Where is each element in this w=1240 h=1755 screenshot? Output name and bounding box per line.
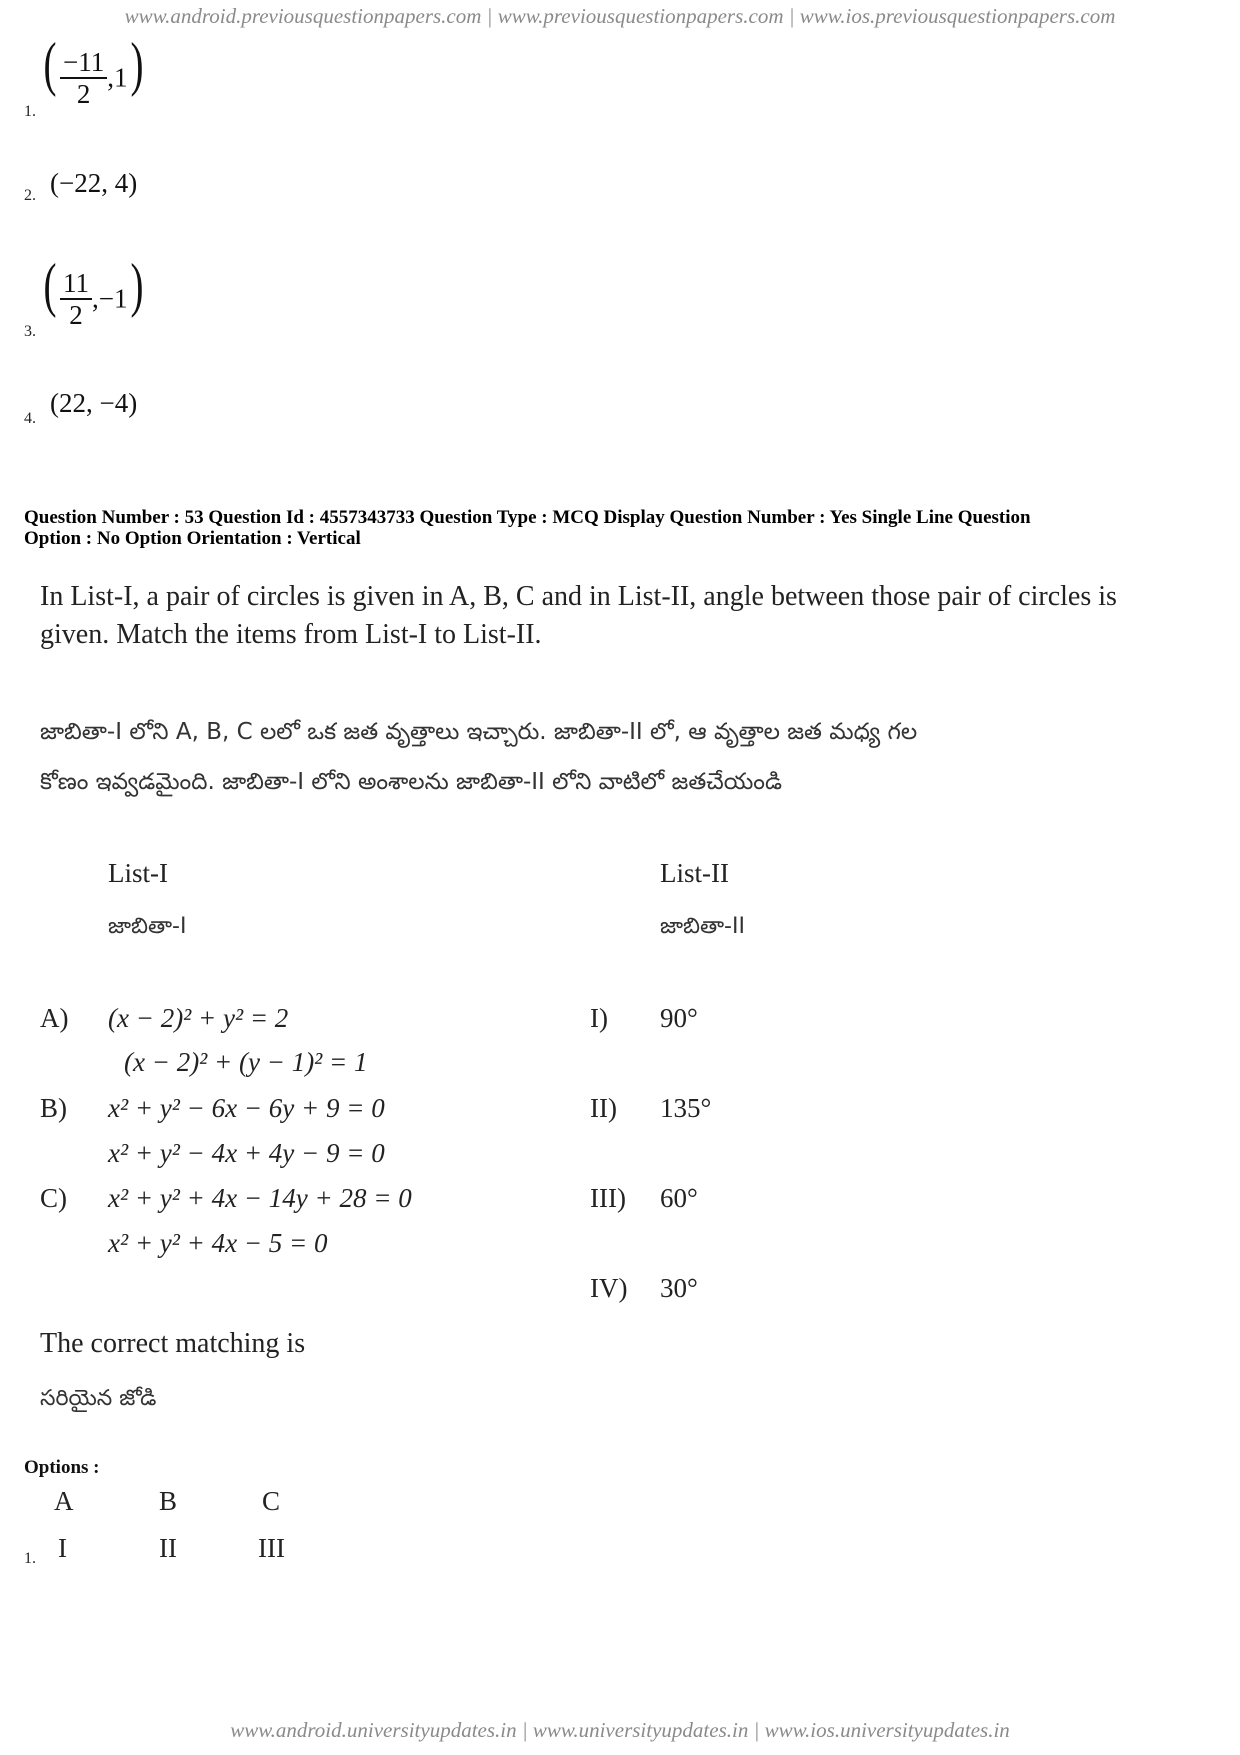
list1-label: B) [40,1093,67,1123]
list1-eq: x² + y² + 4x − 5 = 0 [108,1228,328,1258]
option-value: ( $\frac{-11}{2}$ ,1) [43,31,144,109]
option-number: 4. [24,410,36,427]
options-column-header: A [54,1486,74,1516]
question-meta-line-1: Question Number : 53 Question Id : 4557343733 Question Type : MCQ Display Question Number : Yes Single Line Question [24,507,1031,528]
option-number: 2. [24,187,36,204]
option-value: (−22, 4) [50,168,138,198]
option-value: (22, −4) [50,388,138,418]
list1-title-te: జాబితా-I [108,914,187,939]
list2-label: II) [590,1093,617,1123]
list2-value: 135° [660,1093,712,1123]
list2-value: 90° [660,1003,698,1033]
correct-matching-en: The correct matching is [40,1328,306,1359]
list1-eq: x² + y² + 4x − 14y + 28 = 0 [108,1183,412,1213]
option-number: 3. [24,323,36,340]
fraction: $\frac{11}{2}$ [60,268,92,330]
list2-title: List-II [660,858,729,888]
options-column-header: C [262,1486,281,1516]
list2-label: IV) [590,1273,628,1303]
list2-label: I) [590,1003,608,1033]
list1-title: List-I [108,858,168,888]
options-column-header: B [159,1486,178,1516]
list1-label: A) [40,1003,69,1033]
footer-watermark: www.android.universityupdates.in | www.universityupdates.in | www.ios.universityupdates.in [230,1718,1010,1742]
list2-title-te: జాబితా-II [660,914,745,939]
question-statement-te-line-1: జాబితా-I లోని A, B, C లలో ఒక జత వృత్తాలు ఇచ్చారు. జాబితా-II లో, ఆ వృత్తాల జత మధ్య గల [40,719,918,745]
list1-eq: (x − 2)² + y² = 2 [108,1003,289,1033]
list1-eq: (x − 2)² + (y − 1)² = 1 [124,1047,368,1077]
option-cell: I [58,1533,67,1563]
correct-matching-te: సరియైన జోడి [40,1386,157,1411]
options-title: Options : [24,1457,100,1478]
question-statement-te-line-2: కోణం ఇవ్వడమైంది. జాబితా-I లోని అంశాలను జాబితా-II లోని వాటిలో జతచేయండి [40,769,782,795]
option-value: ( $\frac{11}{2}$ ,−1) [43,252,144,330]
header-watermark: www.android.previousquestionpapers.com | www.previousquestionpapers.com | www.ios.previousquestionpapers.com [124,4,1116,28]
list1-eq: x² + y² − 6x − 6y + 9 = 0 [108,1093,385,1123]
fraction: $\frac{-11}{2}$ [60,47,107,109]
list2-label: III) [590,1183,626,1213]
option-number: 1. [24,103,36,120]
list2-value: 30° [660,1273,698,1303]
option-cell: III [258,1533,285,1563]
list2-value: 60° [660,1183,698,1213]
list1-eq: x² + y² − 4x + 4y − 9 = 0 [108,1138,385,1168]
question-statement-en: In List-I, a pair of circles is given in A, B, C and in List-II, angle between those pair of circles is given. Match the items from List-I to List-II. [40,581,1117,650]
option-number: 1. [24,1550,36,1567]
option-cell: II [159,1533,177,1563]
question-meta-line-2: Option : No Option Orientation : Vertical [24,528,361,549]
list1-label: C) [40,1183,67,1213]
